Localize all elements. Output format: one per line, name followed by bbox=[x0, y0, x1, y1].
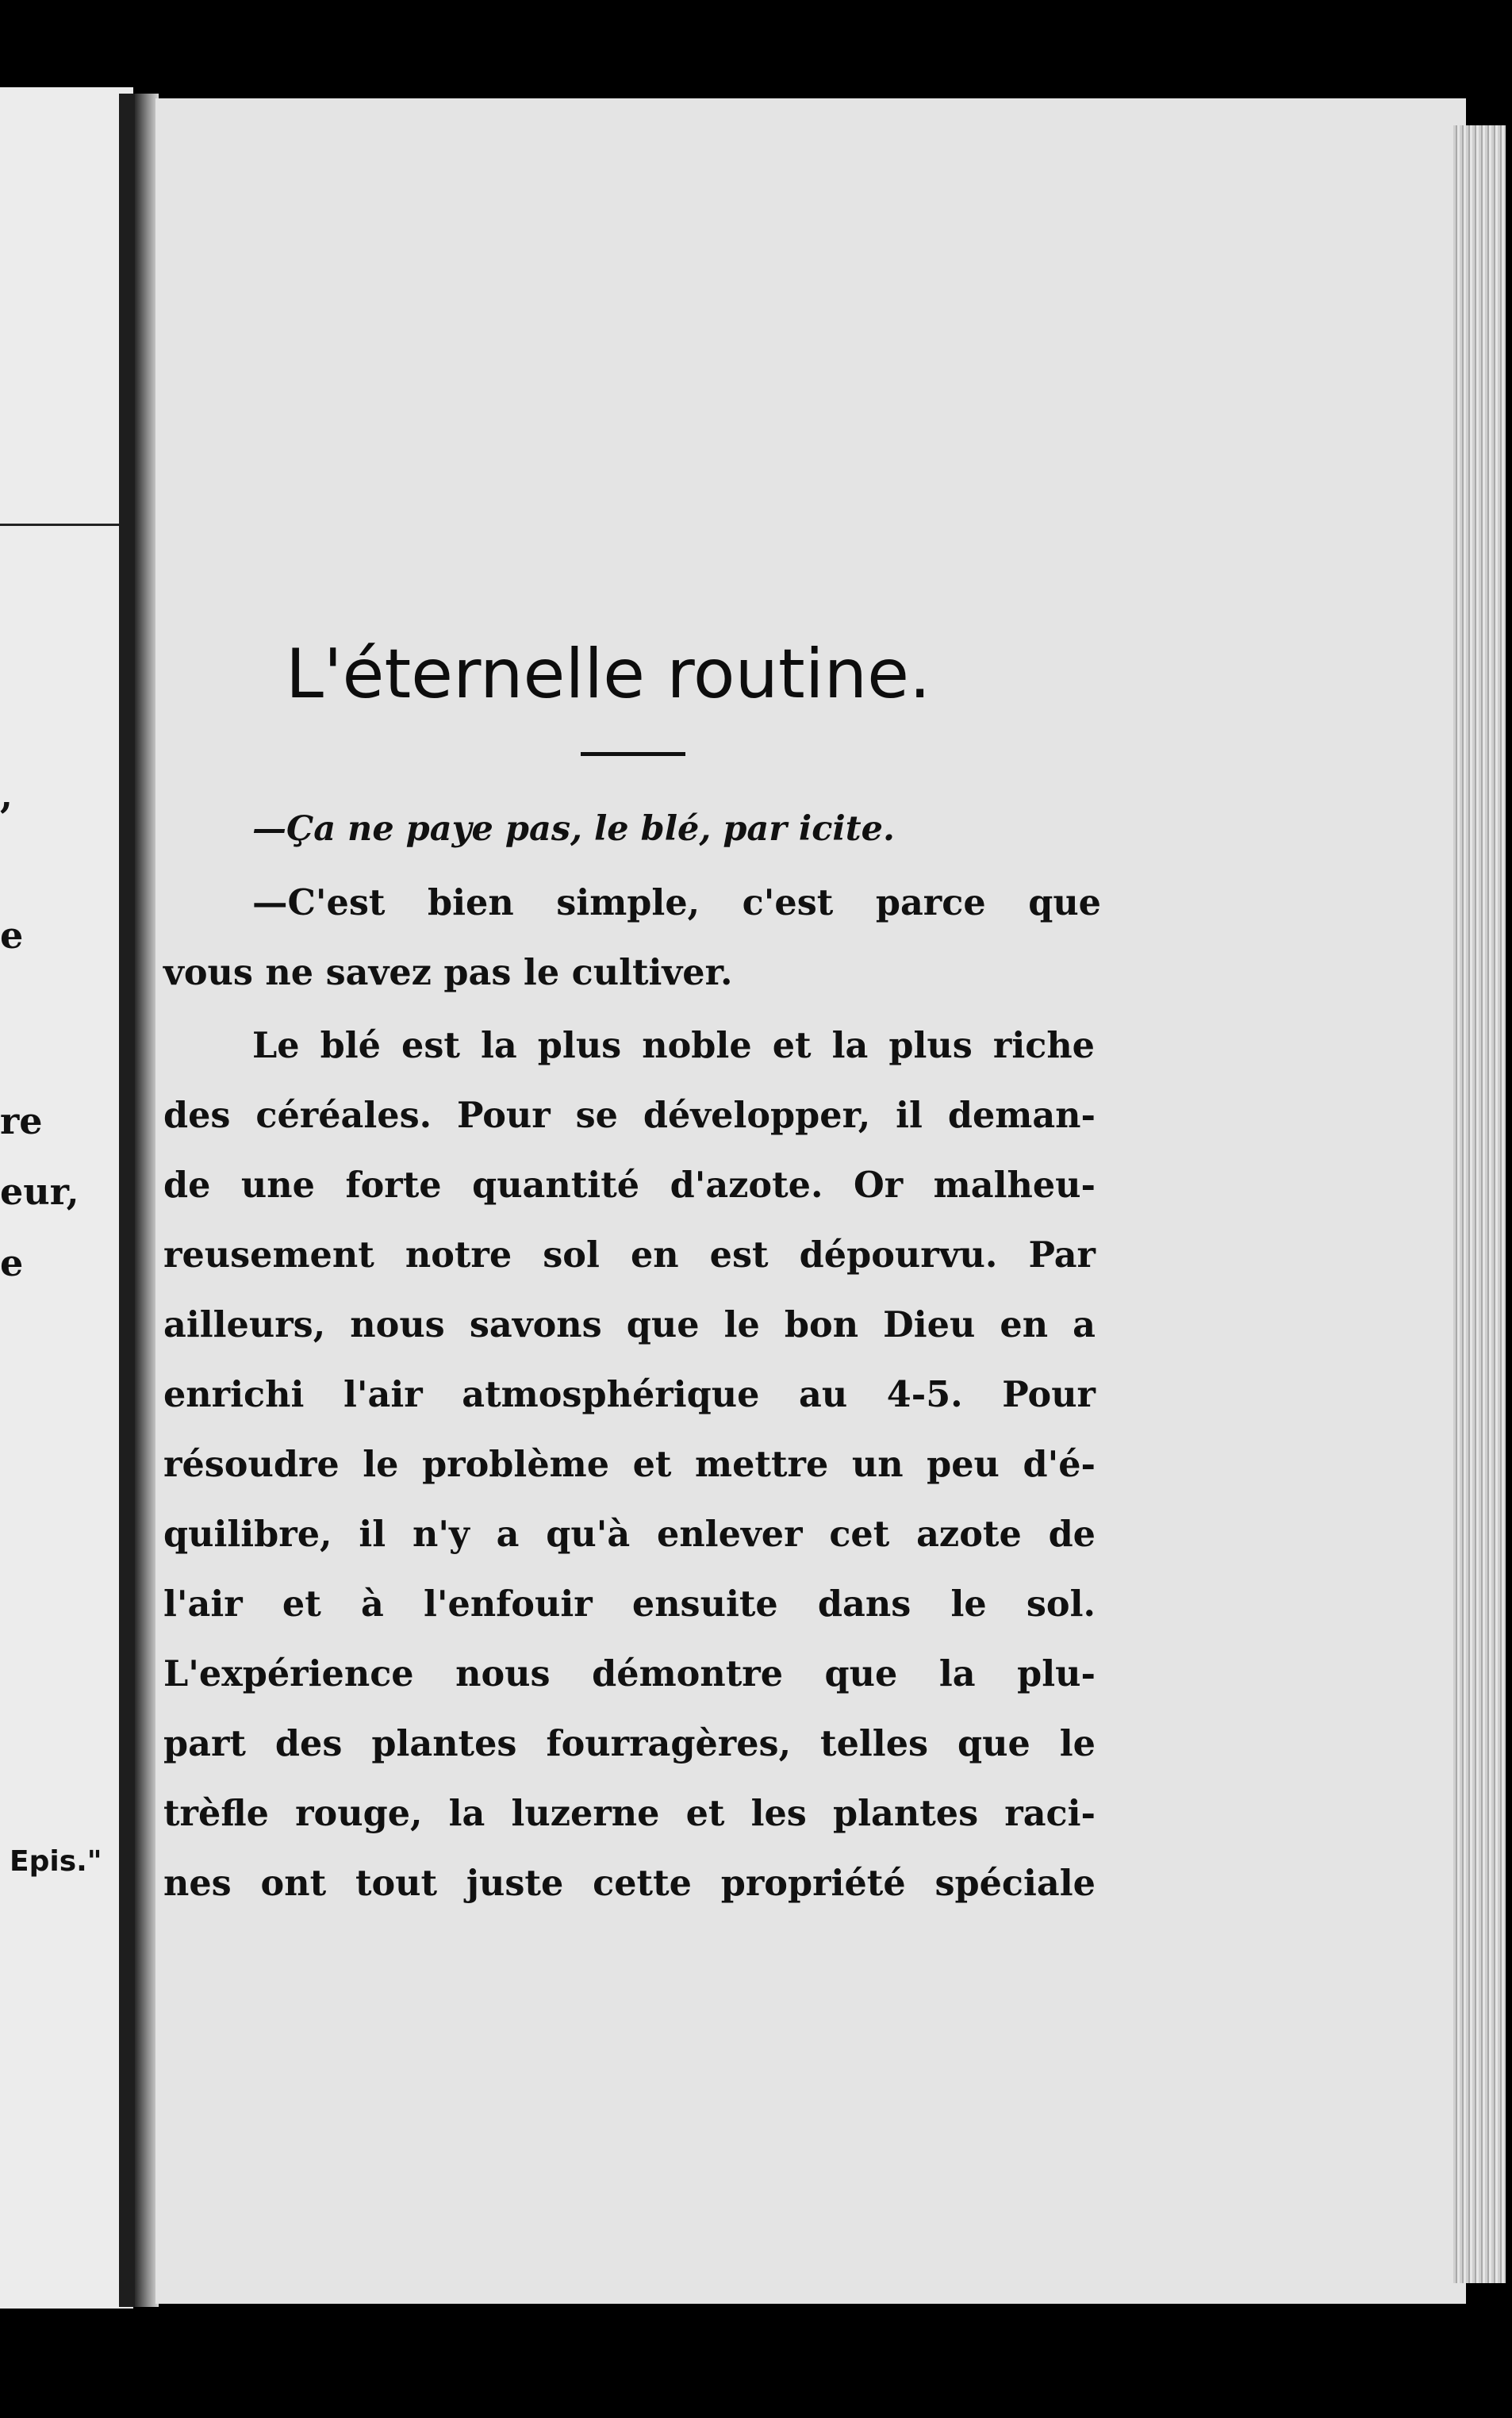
left-page-fragment: re bbox=[0, 1100, 43, 1142]
paragraph-line: des céréales. Pour se développer, il deman- bbox=[163, 1095, 1096, 1136]
paragraph-line: nes ont tout juste cette propriété spéciale bbox=[163, 1863, 1096, 1904]
dialogue-line: —Ça ne paye pas, le blé, par icite. bbox=[252, 809, 895, 849]
paragraph-line: enrichi l'air atmosphérique au 4-5. Pour bbox=[163, 1374, 1096, 1415]
paragraph-line: trèfle rouge, la luzerne et les plantes raci- bbox=[163, 1793, 1096, 1834]
page-block-edge bbox=[1453, 125, 1506, 2283]
dialogue-line: —C'est bien simple, c'est parce que bbox=[252, 882, 1101, 923]
left-page-fragment: , bbox=[0, 773, 13, 816]
left-page-fragment: e bbox=[0, 914, 24, 957]
left-page-footer: Epis." bbox=[10, 1845, 102, 1878]
paragraph-line: résoudre le problème et mettre un peu d'é- bbox=[163, 1444, 1096, 1485]
paragraph-line: quilibre, il n'y a qu'à enlever cet azote de bbox=[163, 1514, 1096, 1555]
paragraph-line: reusement notre sol en est dépourvu. Par bbox=[163, 1234, 1096, 1276]
dialogue-line: vous ne savez pas le cultiver. bbox=[163, 952, 733, 993]
left-page-fragment: e bbox=[0, 1242, 24, 1284]
title-divider bbox=[581, 752, 685, 756]
paragraph-line: de une forte quantité d'azote. Or malheu- bbox=[163, 1165, 1096, 1206]
paragraph-line: L'expérience nous démontre que la plu- bbox=[163, 1653, 1096, 1695]
left-page-rule bbox=[0, 524, 119, 526]
left-page-edge bbox=[119, 94, 135, 2307]
paragraph-line: Le blé est la plus noble et la plus riche bbox=[252, 1025, 1095, 1066]
paragraph-line: l'air et à l'enfouir ensuite dans le sol. bbox=[163, 1583, 1096, 1625]
left-page-fragment: eur, bbox=[0, 1170, 79, 1213]
article-title: L'éternelle routine. bbox=[286, 635, 931, 714]
paragraph-line: ailleurs, nous savons que le bon Dieu en a bbox=[163, 1304, 1096, 1345]
paragraph-line: part des plantes fourragères, telles que le bbox=[163, 1723, 1096, 1764]
